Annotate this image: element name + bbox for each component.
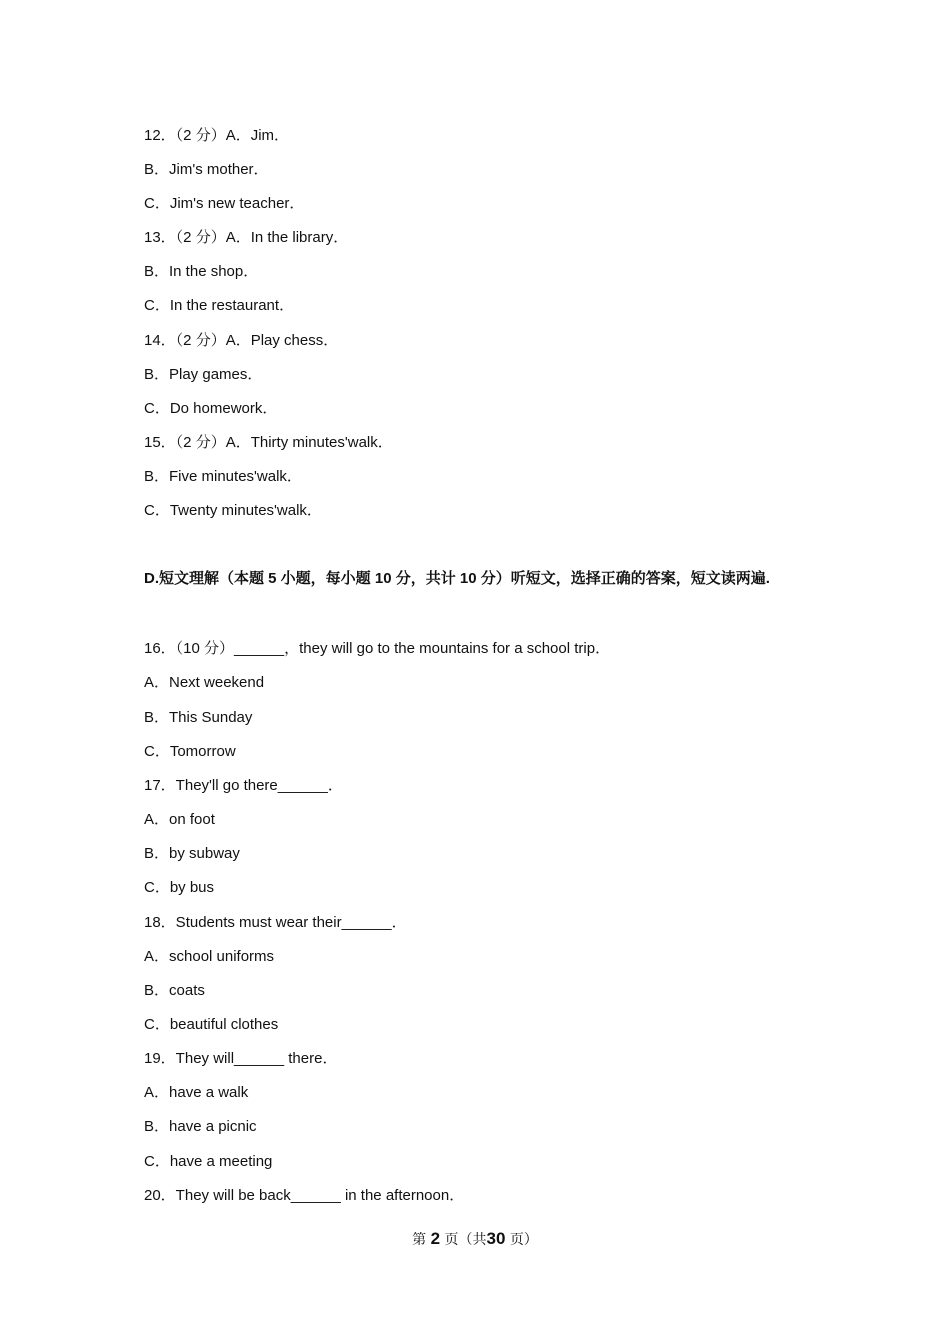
question-16-option-a: A．Next weekend (144, 674, 265, 691)
footer-middle: 页（共 (444, 1232, 487, 1248)
question-14-line: 14．（2 分）A．Play chess． (144, 332, 339, 349)
question-13-line: 13．（2 分）A．In the library． (144, 229, 349, 246)
current-page-number: 2 (430, 1229, 441, 1248)
question-18-line: 18．Students must wear their______． (144, 914, 407, 931)
question-13-option-c: C．In the restaurant． (144, 297, 295, 314)
question-17-option-c: C．by bus (144, 879, 215, 896)
question-18-option-a: A．school uniforms (144, 948, 275, 965)
question-15-option-c: C．Twenty minutes'walk． (144, 502, 322, 519)
question-17-option-b: B．by subway (144, 845, 240, 862)
question-17-option-a: A．on foot (144, 811, 215, 828)
page-footer (0, 1229, 950, 1250)
question-15-line: 15．（2 分）A．Thirty minutes'walk． (144, 434, 393, 451)
question-14-option-b: B．Play games． (144, 366, 263, 383)
question-16-option-b: B．This Sunday (144, 709, 253, 726)
question-19-line: 19．They will______ there． (144, 1050, 338, 1067)
question-12-option-c: C．Jim's new teacher． (144, 195, 305, 212)
question-18-option-c: C．beautiful clothes (144, 1016, 279, 1033)
question-16-line: 16．（10 分）______，they will go to the mountains for a school trip． (144, 640, 611, 657)
question-14-option-c: C．Do homework． (144, 400, 278, 417)
footer-suffix: 页） (509, 1232, 538, 1248)
section-d-heading: D.短文理解（本题 5 小题，每小题 10 分，共计 10 分）听短文，选择正确的答案，短文读两遍. (144, 570, 770, 587)
question-12-option-b: B．Jim's mother． (144, 161, 269, 178)
question-18-option-b: B．coats (144, 982, 205, 999)
question-17-line: 17．They'll go there______． (144, 777, 343, 794)
footer-prefix: 第 (412, 1232, 427, 1248)
question-19-option-a: A．have a walk (144, 1084, 249, 1101)
question-19-option-b: B．have a picnic (144, 1118, 257, 1135)
question-20-line: 20．They will be back______ in the afternoon． (144, 1187, 465, 1204)
question-19-option-c: C．have a meeting (144, 1153, 273, 1170)
total-page-count: 30 (486, 1229, 506, 1248)
question-15-option-b: B．Five minutes'walk． (144, 468, 302, 485)
question-16-option-c: C．Tomorrow (144, 743, 236, 760)
question-13-option-b: B．In the shop． (144, 263, 259, 280)
question-12-line: 12．（2 分）A．Jim． (144, 127, 290, 144)
